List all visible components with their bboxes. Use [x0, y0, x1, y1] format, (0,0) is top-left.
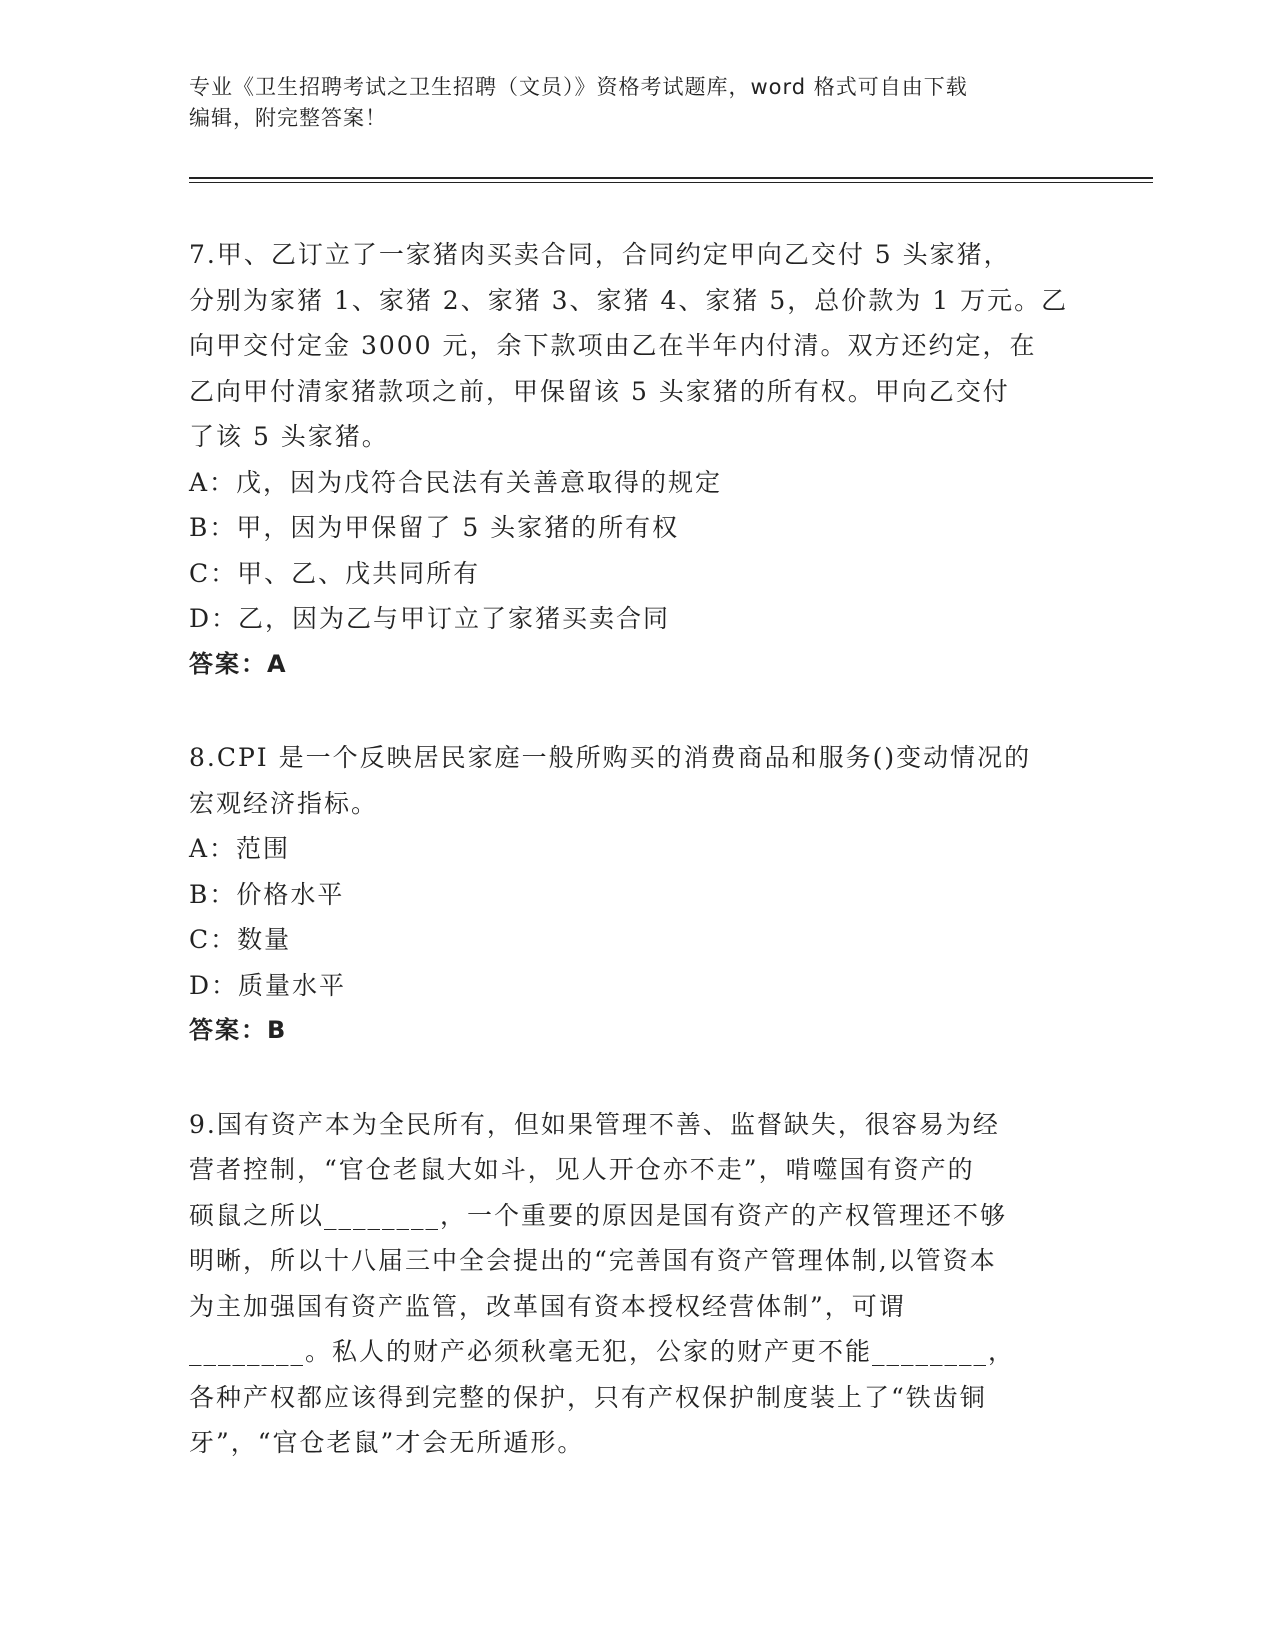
question-stem-line: 向甲交付定金 3000 元，余下款项由乙在半年内付清。双方还约定，在 [189, 331, 1037, 360]
header-line-2: 编辑，附完整答案！ [189, 106, 387, 130]
question-stem-line: ________。私人的财产必须秋毫无犯，公家的财产更不能________， [189, 1337, 1016, 1366]
question-stem-line: 宏观经济指标。 [189, 788, 379, 818]
question-7 [189, 232, 1089, 687]
question-8 [189, 735, 1089, 1054]
option-b: B：甲，因为甲保留了 5 头家猪的所有权 [189, 513, 680, 542]
header-divider-thick [189, 177, 1153, 179]
option-c: C：甲、乙、戊共同所有 [189, 558, 481, 588]
answer-label: 答案：A [189, 649, 288, 678]
question-stem-line: 营者控制，“官仓老鼠大如斗，见人开仓亦不走”，啃噬国有资产的 [189, 1155, 975, 1184]
document-header [189, 72, 1089, 134]
option-b: B：价格水平 [189, 879, 345, 909]
option-d: D：乙，因为乙与甲订立了家猪买卖合同 [189, 604, 671, 633]
answer-label: 答案：B [189, 1016, 288, 1044]
question-stem-line: 硕鼠之所以________，一个重要的原因是国有资产的产权管理还不够 [189, 1200, 1008, 1230]
header-divider-thin [189, 182, 1153, 183]
question-list [189, 232, 1089, 1514]
question-stem-line: 明晰，所以十八届三中全会提出的“完善国有资产管理体制,以管资本 [189, 1246, 997, 1275]
question-stem-line: 乙向甲付清家猪款项之前，甲保留该 5 头家猪的所有权。甲向乙交付 [189, 376, 1010, 406]
question-stem-line: 为主加强国有资产监管，改革国有资本授权经营体制”，可谓 [189, 1291, 906, 1321]
question-stem-line: 7.甲、乙订立了一家猪肉买卖合同，合同约定甲向乙交付 5 头家猪， [189, 240, 1011, 269]
option-c: C：数量 [189, 925, 292, 954]
question-stem-line: 了该 5 头家猪。 [189, 422, 389, 451]
question-stem-line: 牙”，“官仓老鼠”才会无所遁形。 [189, 1428, 585, 1457]
question-stem-line: 各种产权都应该得到完整的保护，只有产权保护制度装上了“铁齿铜 [189, 1382, 987, 1412]
option-a: A：戊，因为戊符合民法有关善意取得的规定 [189, 467, 723, 497]
question-stem-line: 分别为家猪 1、家猪 2、家猪 3、家猪 4、家猪 5，总价款为 1 万元。乙 [189, 285, 1069, 315]
option-d: D：质量水平 [189, 970, 347, 1000]
question-stem-line: 9.国有资产本为全民所有，但如果管理不善、监督缺失，很容易为经 [189, 1109, 1000, 1139]
option-a: A：范围 [189, 834, 291, 863]
header-line-1: 专业《卫生招聘考试之卫生招聘（文员）》资格考试题库，word 格式可自由下载 [189, 75, 968, 99]
question-9 [189, 1102, 1089, 1466]
question-stem-line: 8.CPI 是一个反映居民家庭一般所购买的消费商品和服务()变动情况的 [189, 743, 1032, 772]
